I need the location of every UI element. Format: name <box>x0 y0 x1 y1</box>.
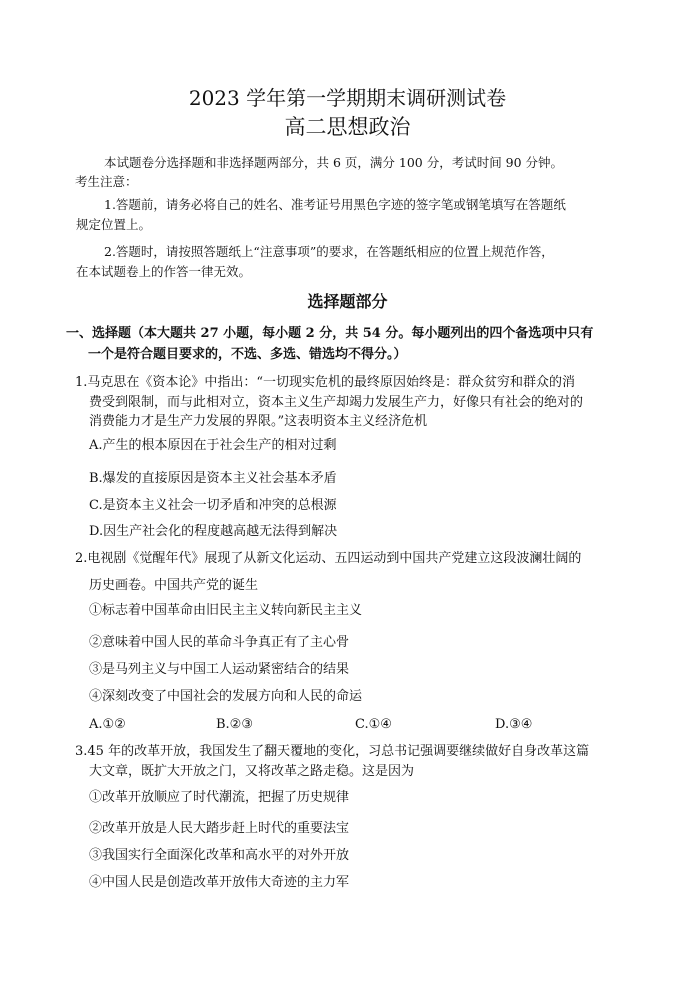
q1-stem-line-1: 1.马克思在《资本论》中指出：“一切现实危机的最终原因始终是：群众贫穷和群众的消 <box>75 375 576 390</box>
exam-subject: 高二思想政治 <box>284 115 411 139</box>
q1-stem-line-2: 费受到限制，而与此相对立，资本主义生产却竭力发展生产力，好像只有社会的绝对的 <box>89 395 584 410</box>
notice-item-1-line-2: 规定位置上。 <box>76 217 152 232</box>
q2-statement-4: ④深刻改变了中国社会的发展方向和人民的命运 <box>89 689 363 704</box>
q2-statement-1: ①标志着中国革命由旧民主主义转向新民主主义 <box>89 603 363 618</box>
q3-stem-line-2: 大文章，既扩大开放之门，又将改革之路走稳。这是因为 <box>89 764 415 779</box>
notice-item-2-line-1: 2.答题时，请按照答题纸上“注意事项”的要求，在答题纸相应的位置上规范作答， <box>104 244 554 259</box>
q2-statement-2: ②意味着中国人民的革命斗争真正有了主心骨 <box>89 635 350 650</box>
q1-option-a: A.产生的根本原因在于社会生产的相对过剩 <box>89 438 337 453</box>
q3-statement-2: ②改革开放是人民大踏步赶上时代的重要法宝 <box>89 821 350 836</box>
part-heading-line-1: 一、选择题（本大题共 27 小题，每小题 2 分，共 54 分。每小题列出的四个备选项中只有 <box>66 326 594 341</box>
notice-label: 考生注意： <box>75 174 138 189</box>
q3-statement-1: ①改革开放顺应了时代潮流，把握了历史规律 <box>89 790 350 805</box>
q2-option-a: A.①② <box>89 717 126 732</box>
q2-stem-line-2: 历史画卷。中国共产党的诞生 <box>89 578 259 593</box>
q1-option-c: C.是资本主义社会一切矛盾和冲突的总根源 <box>89 498 337 513</box>
section-title: 选择题部分 <box>307 292 388 311</box>
part-heading-line-2: 一个是符合题目要求的，不选、多选、错选均不得分。） <box>88 347 407 362</box>
intro-text: 本试题卷分选择题和非选择题两部分，共 6 页，满分 100 分，考试时间 90 分钟。 <box>104 155 564 170</box>
q1-option-d: D.因生产社会化的程度越高越无法得到解决 <box>89 524 338 539</box>
q3-statement-4: ④中国人民是创造改革开放伟大奇迹的主力军 <box>89 875 350 890</box>
q3-statement-3: ③我国实行全面深化改革和高水平的对外开放 <box>89 848 350 863</box>
q2-option-b: B.②③ <box>216 717 253 732</box>
q2-stem-line-1: 2.电视剧《觉醒年代》展现了从新文化运动、五四运动到中国共产党建立这段波澜壮阔的 <box>75 551 582 566</box>
q1-option-b: B.爆发的直接原因是资本主义社会基本矛盾 <box>89 471 337 486</box>
notice-item-2-line-2: 在本试题卷上的作答一律无效。 <box>76 264 252 279</box>
q1-stem-line-3: 消费能力才是生产力发展的界限。”这表明资本主义经济危机 <box>89 414 428 429</box>
exam-title: 2023 学年第一学期期末调研测试卷 <box>188 86 507 110</box>
notice-item-1-line-1: 1.答题前，请务必将自己的姓名、准考证号用黑色字迹的签字笔或钢笔填写在答题纸 <box>104 197 566 212</box>
q2-option-c: C.①④ <box>355 717 392 732</box>
q3-stem-line-1: 3.45 年的改革开放，我国发生了翻天覆地的变化，习总书记强调要继续做好自身改革这篇 <box>75 744 590 759</box>
q2-option-d: D.③④ <box>495 717 533 732</box>
q2-statement-3: ③是马列主义与中国工人运动紧密结合的结果 <box>89 662 350 677</box>
